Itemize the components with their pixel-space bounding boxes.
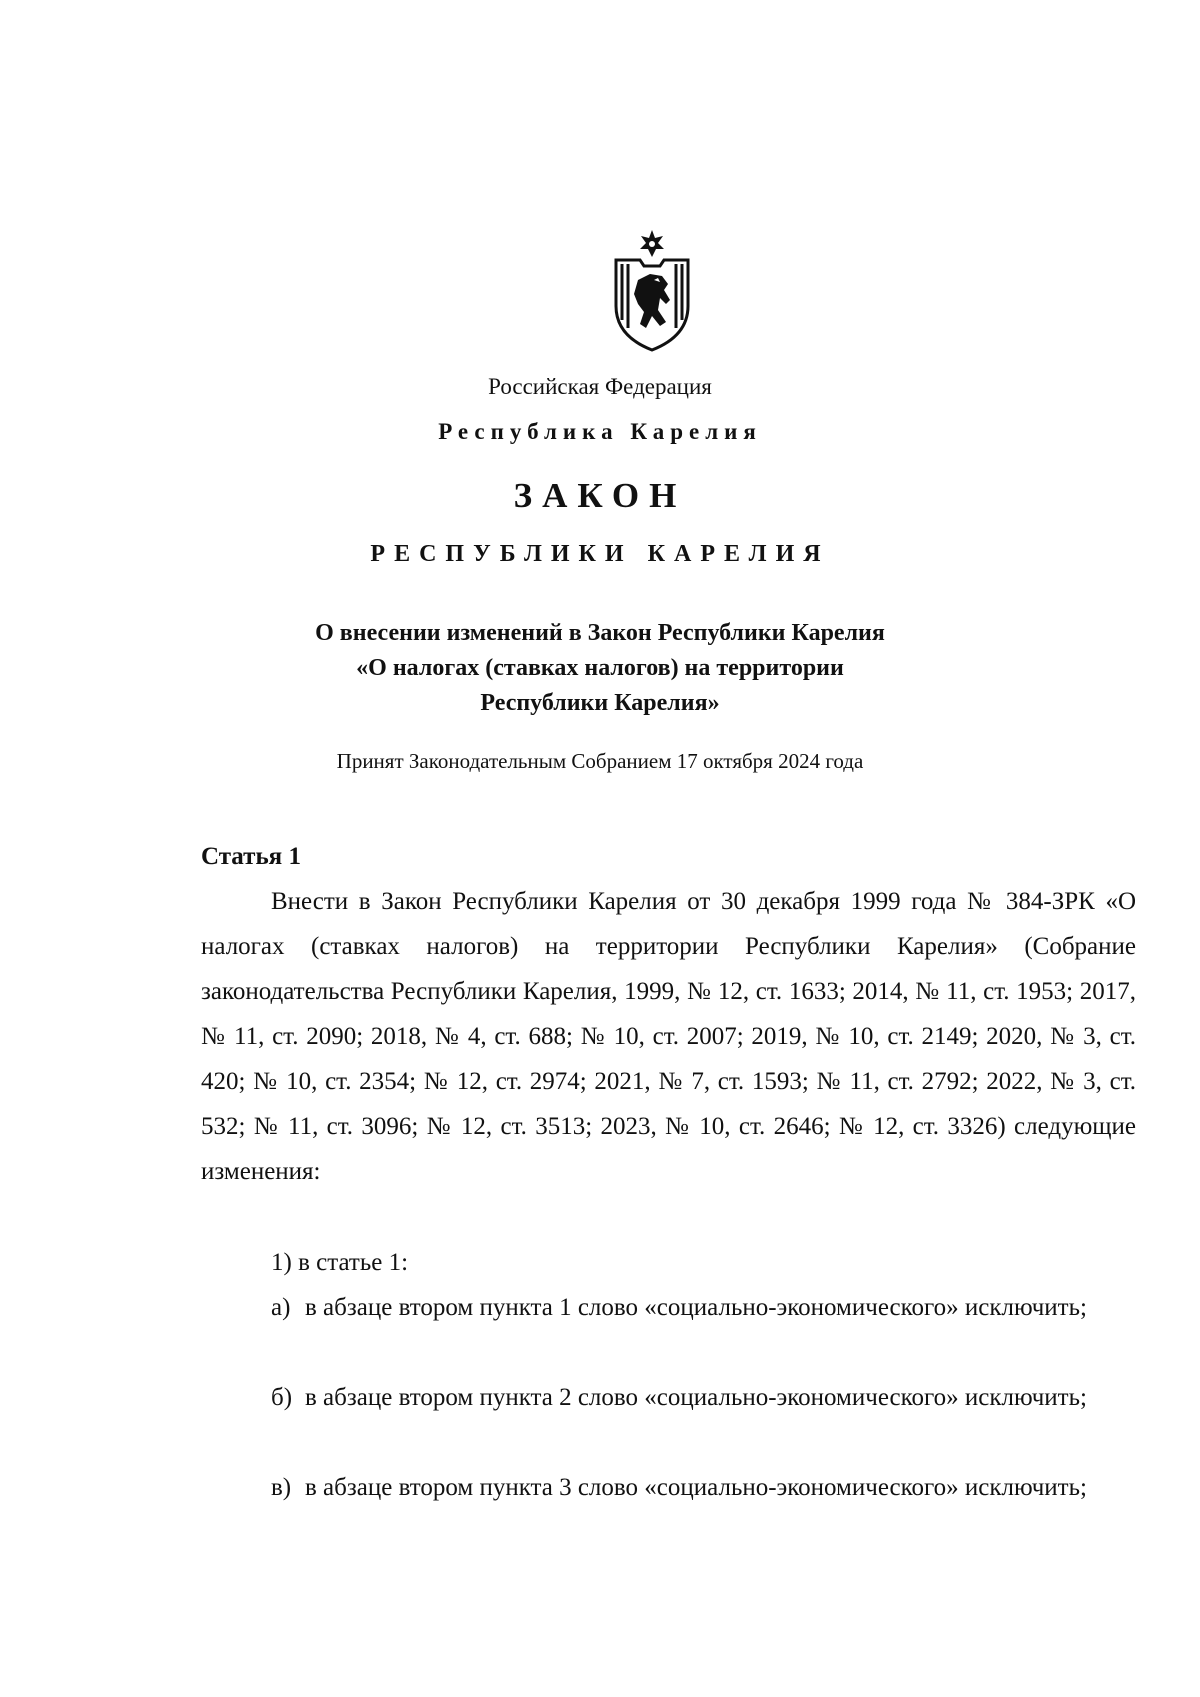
title-line: Республики Карелия» xyxy=(480,690,720,716)
list-item-marker: б) xyxy=(271,1384,293,1411)
list-item xyxy=(201,1285,1136,1330)
list-item-marker: в) xyxy=(271,1474,292,1501)
title-line: О внесении изменений в Закон Республики Карелия xyxy=(315,620,885,646)
adoption-note: Принят Законодательным Собранием 17 октября 2024 года xyxy=(336,749,864,773)
list-item: 1) в статье 1: xyxy=(271,1249,409,1276)
document-type: ЗАКОН xyxy=(513,476,687,515)
karelia-coat-of-arms-icon xyxy=(610,228,694,352)
republic-name: Республика Карелия xyxy=(438,419,762,444)
country-name: Российская Федерация xyxy=(488,374,712,399)
list-item-text: в абзаце втором пункта 2 слово «социально-экономического» исключить; xyxy=(305,1384,1087,1411)
article-heading: Статья 1 xyxy=(201,843,301,870)
article-intro-paragraph: Внести в Закон Республики Карелия от 30 декабря 1999 года № 384-ЗРК «О налогах (ставках налогов) на территории Республики Карелия» (Собрание законодательства Республики Карелия, 1999, № 12, ст. 1633; 2014, № 11, ст. 1953; 2017, № 11, ст. 2090; 2018, № 4, ст. 688; № 10, ст. 2007; 2019, № 10, ст. 2149; 2020, № 3, ст. 420; № 10, ст. 2354; № 12, ст. 2974; 2021, № 7, ст. 1593; № 11, ст. 2792; 2022, № 3, ст. 532; № 11, ст. 3096; № 12, ст. 3513; 2023, № 10, ст. 2646; № 12, ст. 3326) следующие изменения: xyxy=(201,888,1136,1185)
list-item xyxy=(201,1375,1136,1420)
list-item-text: в абзаце втором пункта 1 слово «социально-экономического» исключить; xyxy=(305,1294,1087,1321)
list-item xyxy=(201,1465,1136,1510)
document-subtype: РЕСПУБЛИКИ КАРЕЛИЯ xyxy=(370,541,830,567)
title-line: «О налогах (ставках налогов) на территории xyxy=(356,655,844,681)
list-item-marker: а) xyxy=(271,1294,291,1321)
document-title xyxy=(0,616,1200,721)
list-item-text: в абзаце втором пункта 3 слово «социально-экономического» исключить; xyxy=(305,1474,1087,1501)
